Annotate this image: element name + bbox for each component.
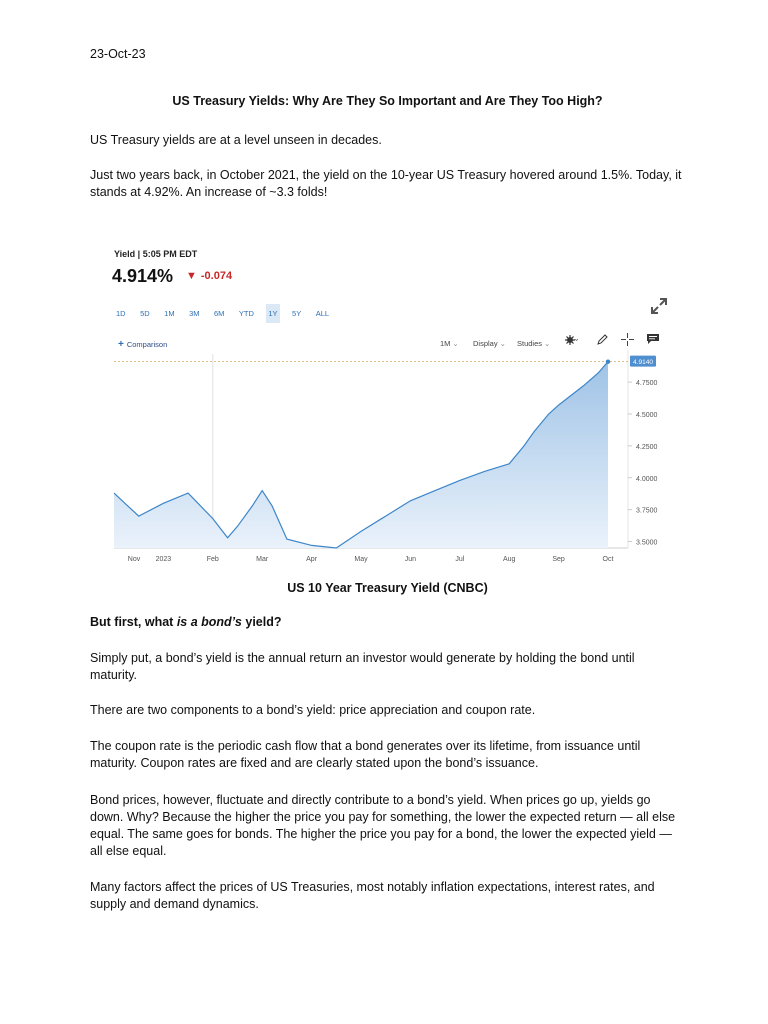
expand-icon[interactable]	[649, 296, 669, 316]
plus-icon: +	[118, 339, 124, 350]
comparison-label: Comparison	[126, 340, 168, 349]
range-button-5d[interactable]: 5D	[140, 309, 150, 318]
y-tick-label: 4.5000	[636, 411, 658, 419]
paragraph-price-factors: Many factors affect the prices of US Treasuries, most notably inflation expectations, interest rates, and supply and demand dynamics.	[90, 880, 655, 911]
triangle-down-icon: ▼	[186, 270, 197, 282]
section-heading	[90, 614, 685, 631]
time-range-selector	[114, 304, 338, 320]
range-button-1m[interactable]: 1M	[164, 309, 175, 318]
interval-label: 1M	[440, 339, 451, 348]
paragraph-bond-prices: Bond prices, however, fluctuate and directly contribute to a bond’s yield. When prices go up, yields go down. Why? Because the higher the price you pay for something, the lower the expected return — all else equal. The same goes for bonds. The higher the price you pay for a bond, the lower the expected yield — all else equal.	[90, 793, 676, 858]
y-tick-label: 3.5000	[636, 539, 658, 547]
range-button-1y[interactable]: 1Y	[266, 304, 279, 323]
range-button-all[interactable]: ALL	[315, 309, 330, 318]
studies-label: Studies	[517, 339, 543, 348]
comment-icon[interactable]	[646, 333, 660, 345]
yield-change-value: -0.074	[200, 270, 233, 282]
chart-toolbar	[108, 332, 666, 348]
chart-caption: US 10 Year Treasury Yield (CNBC)	[287, 581, 488, 595]
yield-value: 4.914%	[112, 266, 174, 286]
x-tick-label: Sep	[552, 556, 565, 563]
paragraph-yield-change: Just two years back, in October 2021, the yield on the 10-year US Treasury hovered around 1.5%. Today, it stands at 4.92%. An increase of ~3.3 folds!	[90, 168, 682, 199]
x-tick-label: 2023	[155, 556, 172, 563]
treasury-yield-chart-figure	[108, 238, 673, 570]
range-button-1d[interactable]: 1D	[116, 309, 126, 318]
paragraph-yield-components: There are two components to a bond’s yield: price appreciation and coupon rate.	[90, 703, 536, 717]
x-tick-label: Apr	[306, 556, 318, 563]
last-value-label: 4.9140	[633, 359, 653, 367]
y-tick-label: 4.0000	[636, 475, 658, 483]
range-button-6m[interactable]: 6M	[213, 309, 225, 318]
chevron-down-icon: ⌄	[544, 339, 551, 348]
range-button-5y[interactable]: 5Y	[292, 309, 302, 318]
document-date: 23-Oct-23	[90, 47, 146, 61]
y-tick-label: 4.7500	[636, 380, 658, 388]
y-tick-label: 3.7500	[636, 507, 658, 515]
last-value-dot	[606, 359, 610, 363]
x-tick-label: May	[354, 556, 368, 563]
document-title: US Treasury Yields: Why Are They So Important and Are They Too High?	[172, 94, 603, 108]
paragraph-intro: US Treasury yields are at a level unseen in decades.	[90, 133, 382, 147]
yield-line-chart	[108, 348, 673, 570]
paragraph-coupon-rate: The coupon rate is the periodic cash flow that a bond generates over its lifetime, from issuance until maturity. Coupon rates are fixed and are clearly stated upon the bond’s issuance.	[90, 739, 641, 770]
yield-change	[186, 268, 232, 285]
heading-text-start: But first, what	[90, 615, 177, 629]
y-tick-label: 4.2500	[636, 443, 658, 451]
x-tick-label: Nov	[127, 556, 141, 563]
crosshair-icon[interactable]	[621, 333, 634, 346]
yield-area	[114, 362, 608, 548]
x-tick-label: Mar	[256, 556, 269, 563]
gear-icon[interactable]	[564, 334, 578, 346]
x-tick-label: Aug	[502, 556, 516, 563]
range-button-ytd[interactable]: YTD	[238, 309, 254, 318]
x-tick-label: Feb	[206, 556, 219, 563]
pencil-icon[interactable]	[596, 333, 608, 346]
x-tick-label: Jun	[404, 556, 417, 563]
heading-text-end: yield?	[241, 615, 282, 629]
x-tick-label: Oct	[602, 556, 614, 563]
paragraph-yield-definition: Simply put, a bond’s yield is the annual return an investor would generate by holding the bond until maturity.	[90, 651, 635, 682]
chevron-down-icon: ⌄	[452, 339, 459, 348]
range-button-3m[interactable]: 3M	[189, 309, 200, 318]
chevron-down-icon: ⌄	[499, 339, 506, 348]
x-tick-label: Jul	[455, 556, 465, 563]
display-label: Display	[473, 339, 498, 348]
yield-timestamp-label: Yield | 5:05 PM EDT	[114, 249, 198, 259]
heading-text-emphasis: is a bond’s	[176, 615, 242, 629]
